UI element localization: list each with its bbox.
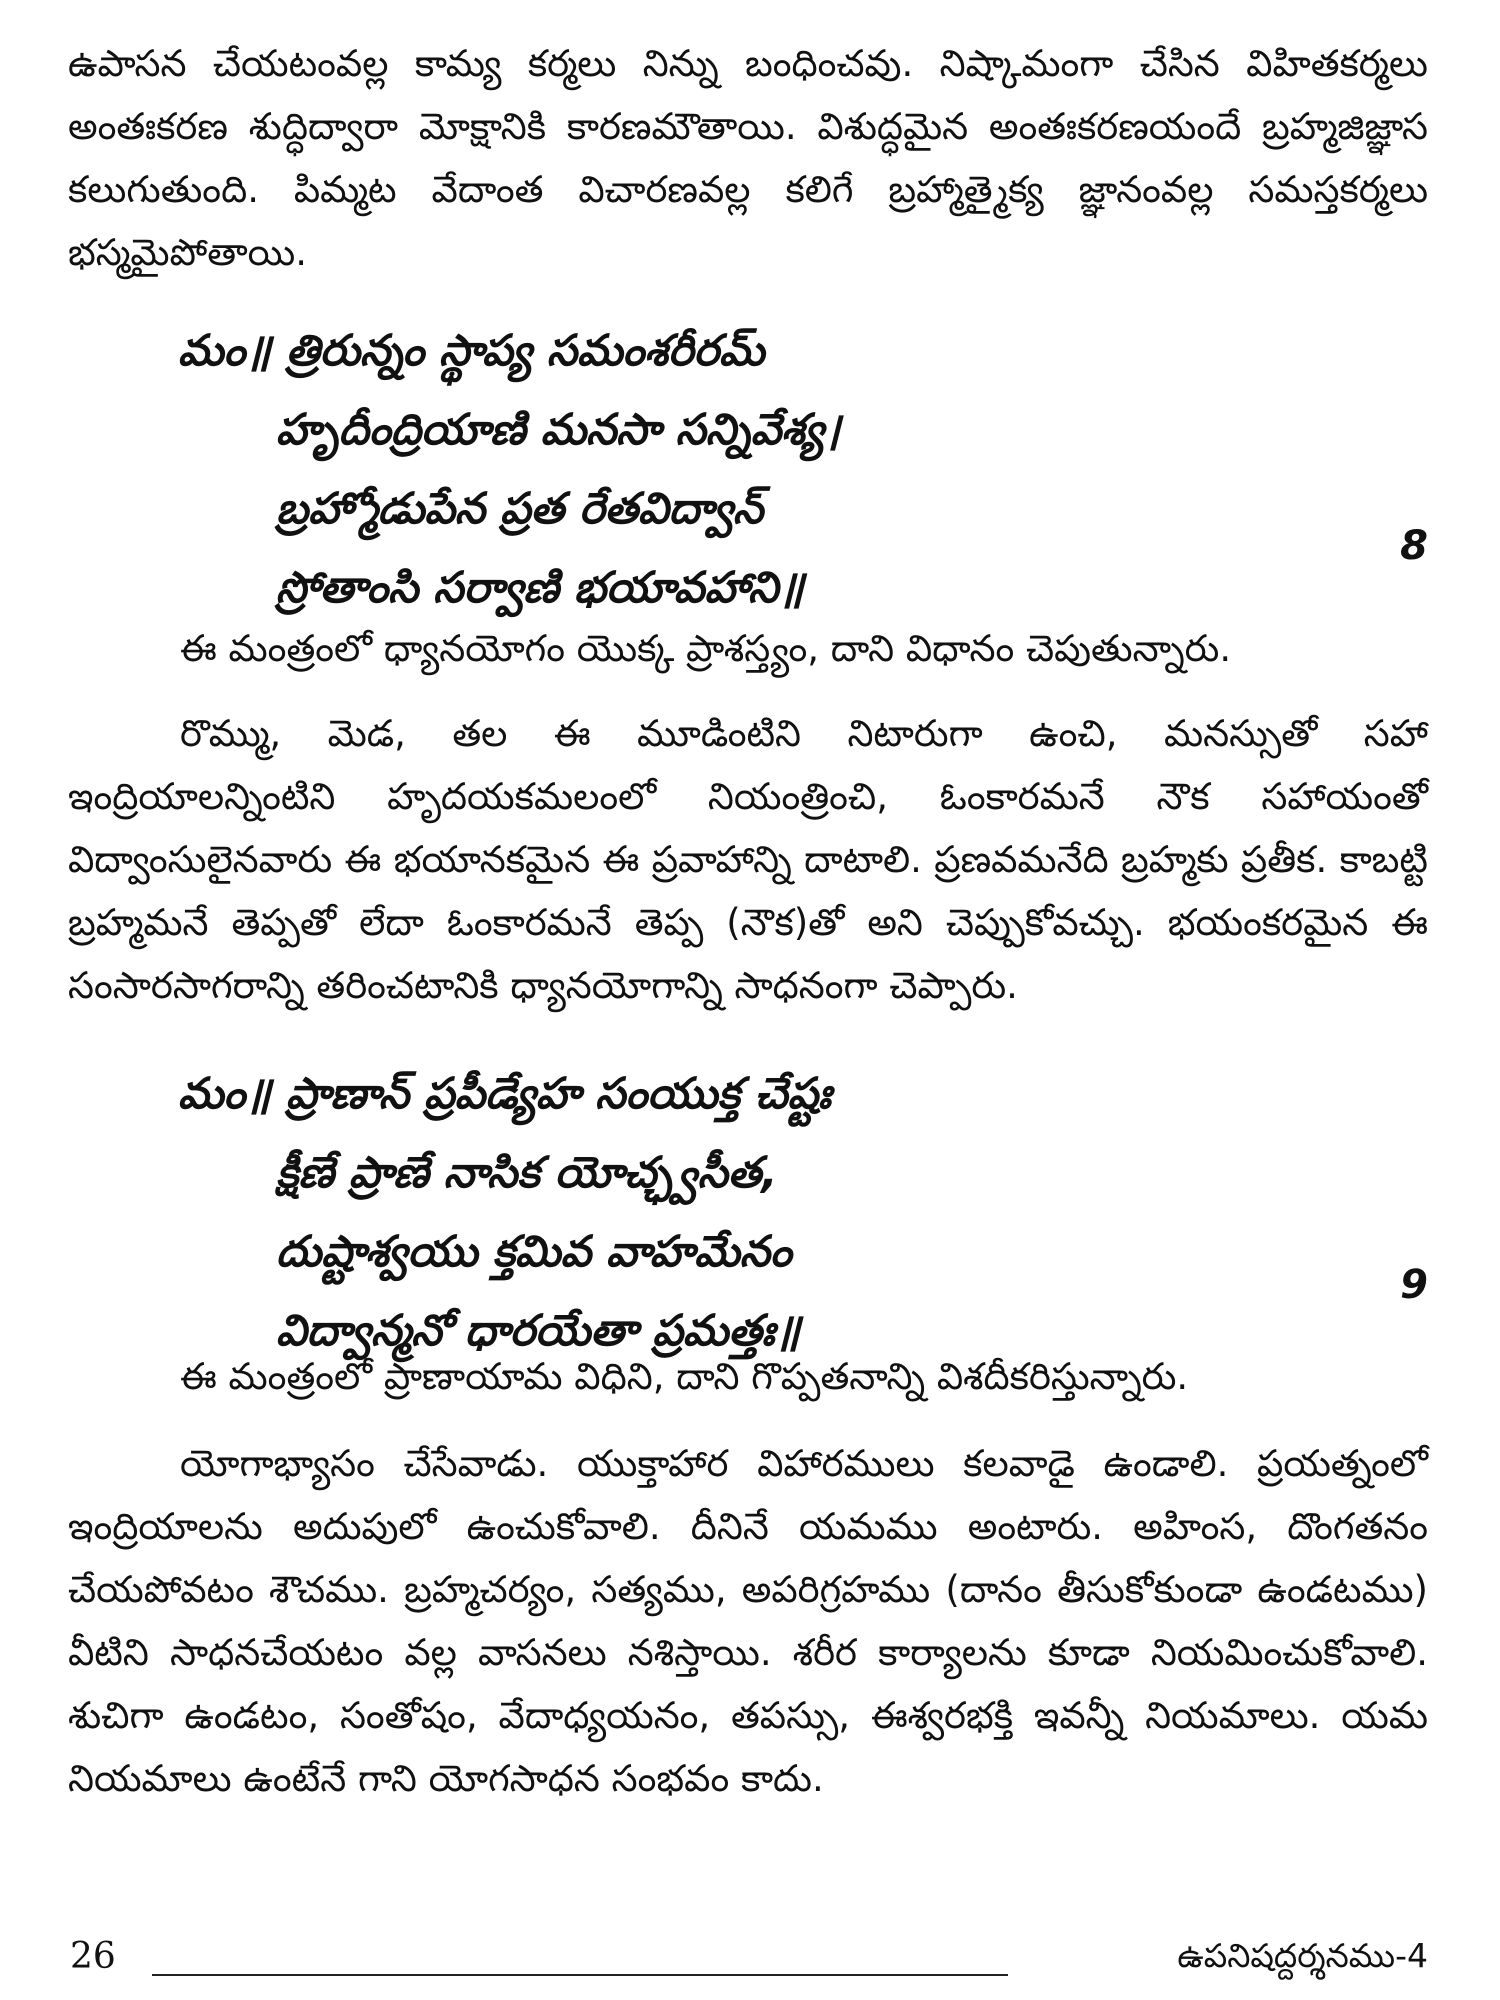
verse-number: 8 (1400, 523, 1428, 569)
paragraph-dhyana-intro: ఈ మంత్రంలో ధ్యానయోగం యొక్క ప్రాశస్త్యం, దాని విధానం చెపుతున్నారు. (180, 627, 1232, 670)
book-title: ఉపనిషద్దర్శనము-4 (1177, 1936, 1428, 1975)
footer-divider (152, 1974, 1008, 1976)
paragraph-pranayama-intro: ఈ మంత్రంలో ప్రాణాయామ విధిని, దాని గొప్పతనాన్ని విశదీకరిస్తున్నారు. (180, 1355, 1189, 1398)
paragraph-intro: ఉపాసన చేయటంవల్ల కామ్య కర్మలు నిన్ను బంధించవు. నిష్కామంగా చేసిన విహితకర్మలు అంతఃకరణ శుద్ధిద్వారా మోక్షానికి కారణమౌతాయి. విశుద్ధమైన అంతఃకరణయందే బ్రహ్మజిజ్ఞాస కలుగుతుంది. పిమ్మట వేదాంత విచారణవల్ల కలిగే బ్రహ్మాత్మైక్య జ్ఞానంవల్ల సమస్తకర్మలు భస్మమైపోతాయి. (68, 42, 1428, 274)
mantra-line: క్షీణే ప్రాణే నాసిక యోచ్ఛ్వసీత, (276, 1148, 778, 1198)
mantra-8 (178, 312, 1278, 628)
page-number: 26 (70, 1936, 116, 1977)
mantra-9 (178, 1055, 1278, 1371)
paragraph-yama-niyama: యోగాభ్యాసం చేసేవాడు. యుక్తాహార విహారములు కలవాడై ఉండాలి. ప్రయత్నంలో ఇంద్రియాలను అదుపులో ఉంచుకోవాలి. దీనినే యమము అంటారు. అహింస, దొంగతనం చేయపోవటం శౌచము. బ్రహ్మచర్యం, సత్యము, అపరిగ్రహము (దానం తీసుకోకుండా ఉండటము) వీటిని సాధనచేయటం వల్ల వాసనలు నశిస్తాయి. శరీర కార్యాలను కూడా నియమించుకోవాలి. శుచిగా ఉండటం, సంతోషం, వేదాధ్యయనం, తపస్సు, ఈశ్వరభక్తి ఇవన్నీ నియమాలు. యమ నియమాలు ఉంటేనే గాని యోగసాధన సంభవం కాదు. (68, 1442, 1428, 1800)
mantra-line: విద్వాన్మనో ధారయేతా ప్రమత్తః॥ (276, 1306, 801, 1356)
mantra-line: హృదీంద్రియాణి మనసా సన్నివేశ్య। (276, 405, 841, 455)
verse-number: 9 (1400, 1262, 1428, 1308)
mantra-line: మం॥ ప్రాణాన్ ప్రపీడ్యేహ సంయుక్త చేష్టః (178, 1069, 831, 1119)
mantra-line: మం॥ త్రిరున్నం స్థాప్య సమంశరీరమ్ (178, 326, 765, 376)
paragraph-dhyana-explanation: రొమ్ము, మెడ, తల ఈ మూడింటిని నిటారుగా ఉంచి, మనస్సుతో సహా ఇంద్రియాలన్నింటిని హృదయకమలంలో నియంత్రించి, ఓంకారమనే నౌక సహాయంతో విద్వాంసులైనవారు ఈ భయానకమైన ఈ ప్రవాహాన్ని దాటాలి. ప్రణవమనేది బ్రహ్మకు ప్రతీక. కాబట్టి బ్రహ్మమనే తెప్పతో లేదా ఓంకారమనే తెప్ప (నౌక)తో అని చెప్పుకోవచ్చు. భయంకరమైన ఈ సంసారసాగరాన్ని తరించటానికి ధ్యానయోగాన్ని సాధనంగా చెప్పారు. (68, 712, 1428, 1007)
mantra-line: దుష్టాశ్వయు క్తమివ వాహమేనం (276, 1227, 792, 1277)
page-footer (70, 1936, 1428, 1986)
mantra-line: స్రోతాంసి సర్వాణి భయావహాని॥ (276, 563, 805, 613)
mantra-line: బ్రహ్మోడుపేన ప్రత రేతవిద్వాన్ (276, 484, 764, 534)
